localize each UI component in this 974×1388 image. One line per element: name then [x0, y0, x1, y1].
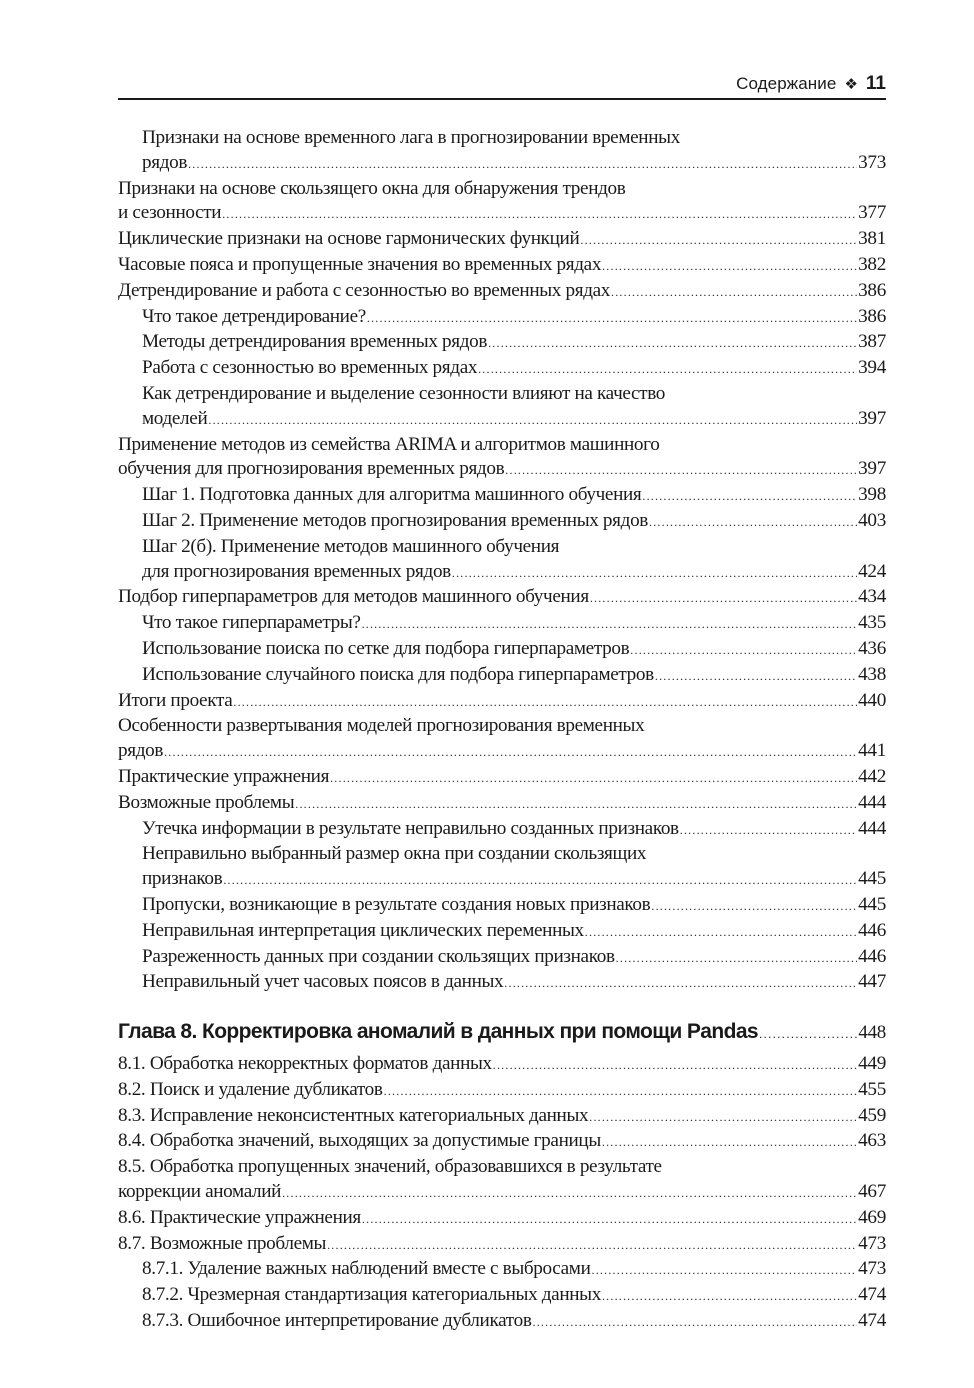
- toc-entry[interactable]: [118, 1129, 886, 1155]
- toc-entry[interactable]: [118, 689, 886, 715]
- toc-entry[interactable]: [118, 356, 886, 382]
- toc-entry-row: [118, 201, 886, 227]
- toc-entry-line: Особенности развертывания моделей прогнозирования временных: [118, 715, 645, 737]
- toc-entry-row: [142, 509, 886, 535]
- toc-entry[interactable]: [118, 611, 886, 637]
- toc-entry-page: 444: [858, 817, 886, 839]
- toc-entry[interactable]: [118, 382, 886, 433]
- toc-entry[interactable]: [118, 1206, 886, 1232]
- leader-dots: [602, 254, 857, 279]
- leader-dots: [222, 202, 857, 227]
- toc-entry-title: Итоги проекта: [118, 689, 233, 711]
- toc-entry-page: 403: [858, 509, 886, 531]
- leader-dots: [282, 1181, 857, 1206]
- toc-entry-page: 387: [858, 331, 886, 353]
- toc-entry-title: и сезонности: [118, 202, 222, 224]
- leader-dots: [188, 152, 857, 177]
- toc-entry-title: рядов: [118, 740, 164, 762]
- toc-entry-row: [118, 1129, 886, 1155]
- toc-entry-row: [142, 560, 886, 586]
- toc-entry-row: [118, 1052, 886, 1078]
- toc-entry-row: [142, 483, 886, 509]
- toc-entry[interactable]: [118, 1155, 886, 1206]
- toc-section-before-chapter: [118, 126, 886, 996]
- toc-entry-title: Пропуски, возникающие в результате создания новых признаков: [142, 893, 651, 915]
- toc-entry-page: 441: [858, 740, 886, 762]
- toc-entry-row: [142, 945, 886, 971]
- toc-entry-title: Использование случайного поиска для подбора гиперпараметров: [142, 663, 654, 685]
- toc-entry[interactable]: [118, 305, 886, 331]
- toc-entry-row: [118, 739, 886, 765]
- toc-entry[interactable]: [118, 330, 886, 356]
- toc-entry[interactable]: [118, 177, 886, 228]
- toc-entry-page: 434: [858, 586, 886, 608]
- toc-entry-row: [142, 356, 886, 382]
- toc-entry-title: 8.6. Практические упражнения: [118, 1206, 361, 1228]
- leader-dots: [164, 740, 857, 765]
- leader-dots: [649, 510, 857, 535]
- toc-entry[interactable]: [118, 433, 886, 484]
- toc-entry[interactable]: [118, 1078, 886, 1104]
- toc-entry-row: [142, 1309, 886, 1335]
- chapter-page: 448: [858, 1022, 886, 1044]
- leader-dots: [580, 228, 857, 253]
- toc-entry[interactable]: [118, 970, 886, 996]
- toc-entry[interactable]: [118, 483, 886, 509]
- leader-dots: [488, 331, 857, 356]
- toc-entry[interactable]: [118, 919, 886, 945]
- leader-dots: [362, 612, 858, 637]
- toc-entry-row: [118, 689, 886, 715]
- toc-entry[interactable]: [118, 714, 886, 765]
- toc-entry-title: 8.7.1. Удаление важных наблюдений вместе с выбросами: [142, 1258, 591, 1280]
- leader-dots: [367, 306, 857, 331]
- leader-dots: [651, 894, 857, 919]
- toc-entry-title: 8.7.2. Чрезмерная стандартизация категориальных данных: [142, 1284, 601, 1306]
- toc-entry-title: Подбор гиперпараметров для методов машинного обучения: [118, 586, 589, 608]
- toc-entry[interactable]: [118, 791, 886, 817]
- toc-entry-page: 386: [858, 305, 886, 327]
- toc-entry-row: [142, 817, 886, 843]
- toc-entry[interactable]: [118, 253, 886, 279]
- toc-entry-row: [118, 1206, 886, 1232]
- leader-dots: [362, 1207, 857, 1232]
- chapter-title: Глава 8. Корректировка аномалий в данных при помощи Pandas: [118, 1020, 758, 1044]
- toc-section-chapter-8: [118, 1052, 886, 1335]
- toc-entry-page: 444: [858, 791, 886, 813]
- leader-dots: [759, 1020, 857, 1048]
- toc-entry-title: 8.4. Обработка значений, выходящих за допустимые границы: [118, 1130, 601, 1152]
- toc-entry-row: [142, 1257, 886, 1283]
- leader-dots: [233, 690, 857, 715]
- toc-entry-row: [142, 970, 886, 996]
- leader-dots: [602, 1284, 857, 1309]
- toc-entry-line: Шаг 2(б). Применение методов машинного обучения: [142, 535, 560, 557]
- toc-entry[interactable]: [118, 765, 886, 791]
- toc-entry-page: 459: [858, 1104, 886, 1126]
- leader-dots: [585, 920, 857, 945]
- toc-entry-page: 440: [858, 689, 886, 711]
- toc-entry-title: коррекции аномалий: [118, 1181, 282, 1203]
- toc-entry-title: Возможные проблемы: [118, 791, 295, 813]
- toc-entry-page: 436: [858, 637, 886, 659]
- toc-entry-title: Часовые пояса и пропущенные значения во временных рядах: [118, 253, 602, 275]
- toc-entry-line: Применение методов из семейства ARIMA и алгоритмов машинного: [118, 433, 660, 455]
- toc-entry-row: [142, 611, 886, 637]
- toc-entry-title: обучения для прогнозирования временных рядов: [118, 458, 505, 480]
- toc-entry-line: Неправильно выбранный размер окна при создании скользящих: [142, 843, 647, 865]
- toc-entry[interactable]: [118, 126, 886, 177]
- leader-dots: [589, 1105, 857, 1130]
- chapter-heading[interactable]: [118, 1018, 886, 1048]
- toc-entry[interactable]: [118, 1232, 886, 1258]
- leader-dots: [505, 458, 857, 483]
- toc-entry-row: [142, 407, 886, 433]
- toc-entry[interactable]: [118, 227, 886, 253]
- toc-entry-title: рядов: [142, 151, 188, 173]
- header-right: [736, 73, 886, 95]
- toc-entry-row: [118, 457, 886, 483]
- leader-dots: [602, 1130, 857, 1155]
- toc-entry-page: 424: [858, 560, 886, 582]
- toc-entry-page: 442: [858, 765, 886, 787]
- toc-entry-page: 397: [858, 407, 886, 429]
- toc-entry-page: 467: [858, 1181, 886, 1203]
- toc-entry-title: моделей: [142, 407, 208, 429]
- leader-dots: [630, 638, 857, 663]
- toc-entry-row: [118, 1104, 886, 1130]
- toc-entry-page: 446: [858, 919, 886, 941]
- toc-entry-title: 8.7. Возможные проблемы: [118, 1232, 327, 1254]
- toc-entry[interactable]: [118, 663, 886, 689]
- toc-entry-row: [142, 1283, 886, 1309]
- toc-entry-title: Шаг 2. Применение методов прогнозирования временных рядов: [142, 509, 649, 531]
- toc-entry[interactable]: [118, 1052, 886, 1078]
- toc-entry[interactable]: [118, 893, 886, 919]
- toc-entry-page: 455: [858, 1078, 886, 1100]
- leader-dots: [384, 1079, 857, 1104]
- toc-entry-title: Использование поиска по сетке для подбора гиперпараметров: [142, 637, 630, 659]
- toc-entry-row: [118, 765, 886, 791]
- toc-entry-row: [142, 330, 886, 356]
- toc-entry[interactable]: [118, 637, 886, 663]
- toc-entry[interactable]: [118, 509, 886, 535]
- toc-entry[interactable]: [118, 1257, 886, 1283]
- toc-entry-row: [142, 867, 886, 893]
- toc-entry[interactable]: [118, 1104, 886, 1130]
- toc-entry-title: 8.1. Обработка некорректных форматов данных: [118, 1053, 492, 1075]
- toc-entry[interactable]: [118, 1283, 886, 1309]
- leader-dots: [493, 1053, 857, 1078]
- leader-dots: [616, 946, 857, 971]
- toc-entry-row: [142, 151, 886, 177]
- leader-dots: [327, 1233, 857, 1258]
- toc-entry-row: [142, 637, 886, 663]
- toc-entry-title: Работа с сезонностью во временных рядах: [142, 357, 478, 379]
- toc-entry-title: признаков: [142, 868, 223, 890]
- toc-entry-title: Детрендирование и работа с сезонностью во временных рядах: [118, 279, 611, 301]
- toc-entry[interactable]: [118, 279, 886, 305]
- toc-entry-row: [118, 253, 886, 279]
- toc-entry[interactable]: [118, 1309, 886, 1335]
- toc-entry-row: [142, 663, 886, 689]
- toc-entry-title: Методы детрендирования временных рядов: [142, 331, 488, 353]
- toc-entry-title: Неправильная интерпретация циклических переменных: [142, 919, 584, 941]
- toc-entry-row: [118, 791, 886, 817]
- toc-entry-page: 373: [858, 151, 886, 173]
- toc-entry-page: 377: [858, 202, 886, 224]
- toc-entry-page: 398: [858, 484, 886, 506]
- toc-entry-page: 447: [858, 971, 886, 993]
- toc-entry-title: Разреженность данных при создании скользящих признаков: [142, 945, 615, 967]
- toc-entry-row: [118, 1232, 886, 1258]
- toc-entry-row: [142, 919, 886, 945]
- toc-entry[interactable]: [118, 535, 886, 586]
- toc-entry-page: 473: [858, 1258, 886, 1280]
- toc-entry-title: для прогнозирования временных рядов: [142, 560, 451, 582]
- toc-entry-row: [118, 279, 886, 305]
- toc-entry-page: 474: [858, 1284, 886, 1306]
- toc-entry-page: 435: [858, 612, 886, 634]
- toc-entry-title: Циклические признаки на основе гармонических функций: [118, 228, 580, 250]
- toc-entry[interactable]: [118, 945, 886, 971]
- toc-entry-page: 445: [858, 893, 886, 915]
- leader-dots: [452, 561, 857, 586]
- page-number: 11: [865, 73, 886, 94]
- toc-entry-title: 8.7.3. Ошибочное интерпретирование дубликатов: [142, 1310, 532, 1332]
- toc-entry-page: 474: [858, 1310, 886, 1332]
- toc-entry-page: 381: [858, 228, 886, 250]
- toc-entry-row: [118, 227, 886, 253]
- toc-entry-title: Неправильный учет часовых поясов в данных: [142, 971, 504, 993]
- leader-dots: [642, 484, 857, 509]
- toc-entry-title: Шаг 1. Подготовка данных для алгоритма машинного обучения: [142, 484, 642, 506]
- leader-dots: [680, 818, 857, 843]
- toc-entry-row: [118, 585, 886, 611]
- toc-entry-row: [142, 893, 886, 919]
- toc-entry-title: Что такое гиперпараметры?: [142, 612, 361, 634]
- toc-entry-page: 469: [858, 1206, 886, 1228]
- toc-entry-page: 438: [858, 663, 886, 685]
- toc-entry-title: Утечка информации в результате неправильно созданных признаков: [142, 817, 679, 839]
- toc-entry-page: 449: [858, 1053, 886, 1075]
- leader-dots: [208, 408, 857, 433]
- table-of-contents: [118, 126, 886, 1335]
- toc-entry-page: 445: [858, 868, 886, 890]
- leader-dots: [533, 1310, 858, 1335]
- toc-entry-row: [118, 1078, 886, 1104]
- toc-entry-title: Практические упражнения: [118, 765, 330, 787]
- leader-dots: [478, 357, 857, 382]
- toc-entry-page: 382: [858, 253, 886, 275]
- toc-entry-row: [118, 1180, 886, 1206]
- toc-entry[interactable]: [118, 585, 886, 611]
- leader-dots: [295, 792, 857, 817]
- leader-dots: [504, 971, 857, 996]
- ornament-icon: ❖: [844, 76, 858, 93]
- leader-dots: [592, 1258, 858, 1283]
- toc-entry-page: 473: [858, 1232, 886, 1254]
- toc-entry-row: [142, 305, 886, 331]
- toc-entry-line: Признаки на основе временного лага в прогнозировании временных: [142, 127, 680, 148]
- leader-dots: [655, 664, 857, 689]
- toc-entry-page: 386: [858, 279, 886, 301]
- leader-dots: [611, 280, 857, 305]
- header-title: Содержание: [736, 74, 837, 93]
- toc-entry-title: Что такое детрендирование?: [142, 305, 366, 327]
- toc-entry[interactable]: [118, 817, 886, 843]
- toc-entry[interactable]: [118, 842, 886, 893]
- toc-entry-line: 8.5. Обработка пропущенных значений, образовавшихся в результате: [118, 1156, 662, 1178]
- leader-dots: [330, 766, 857, 791]
- toc-entry-page: 397: [858, 458, 886, 480]
- toc-entry-page: 394: [858, 357, 886, 379]
- toc-entry-page: 446: [858, 945, 886, 967]
- toc-entry-title: 8.3. Исправление неконсистентных категориальных данных: [118, 1104, 589, 1126]
- toc-entry-page: 463: [858, 1130, 886, 1152]
- toc-entry-line: Признаки на основе скользящего окна для обнаружения трендов: [118, 177, 626, 199]
- toc-entry-title: 8.2. Поиск и удаление дубликатов: [118, 1078, 383, 1100]
- toc-entry-line: Как детрендирование и выделение сезонности влияют на качество: [142, 382, 666, 404]
- running-header: [118, 70, 886, 100]
- leader-dots: [223, 868, 857, 893]
- leader-dots: [590, 586, 857, 611]
